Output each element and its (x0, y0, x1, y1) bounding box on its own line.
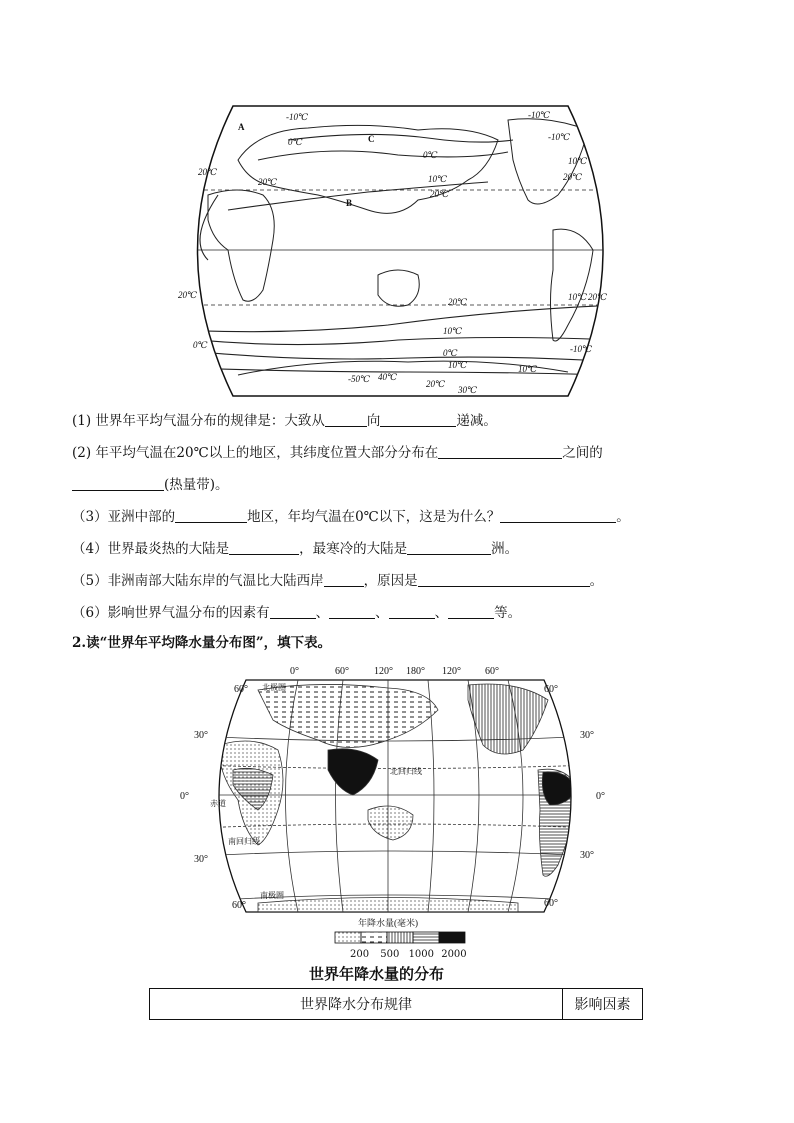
lon-label: 0° (290, 666, 299, 677)
isotherm-label: 20℃ (178, 290, 198, 300)
isotherm-label: -10℃ (570, 344, 593, 354)
lat-label: 60° (544, 898, 558, 909)
isotherm-label: 10℃ (443, 326, 463, 336)
answer-blank[interactable] (270, 604, 316, 619)
map-caption: 世界年降水量的分布 (309, 965, 445, 983)
lon-label: 60° (485, 666, 499, 677)
table-header-factors: 影响因素 (574, 997, 631, 1013)
question-3: （3）亚洲中部的 地区，年均气温在0℃以下，这是为什么？ 。 (72, 509, 630, 525)
isotherm-label: 10℃ (518, 364, 538, 374)
answer-blank[interactable] (407, 540, 491, 555)
isotherm-label: 10℃ (568, 292, 588, 302)
map-frame (198, 106, 604, 396)
lat-label: 60° (544, 684, 558, 695)
isotherm-label: 30℃ (458, 385, 478, 395)
answer-blank[interactable] (329, 604, 375, 619)
answer-blank[interactable] (389, 604, 435, 619)
answer-blank[interactable] (229, 540, 299, 555)
precipitation-map (178, 660, 612, 950)
equator-label: 赤道 (210, 799, 226, 808)
answer-blank[interactable] (175, 508, 247, 523)
point-label-c: C (368, 134, 375, 144)
answer-blank[interactable] (448, 604, 494, 619)
lon-label: 120° (442, 666, 461, 677)
legend-swatches (335, 932, 465, 943)
isotherm-label: 20℃ (198, 167, 218, 177)
point-label-b: B (346, 198, 353, 208)
isotherm-label: 20℃ (258, 177, 278, 187)
question-6: （6）影响世界气温分布的因素有 、 、 、 等。 (72, 605, 522, 621)
isotherm-label: 40℃ (378, 372, 398, 382)
question-5: （5）非洲南部大陆东岸的气温比大陆西岸 ，原因是 。 (72, 573, 604, 589)
isotherm-label: 0℃ (193, 340, 208, 350)
lat-label: 30° (580, 730, 594, 741)
answer-blank[interactable] (418, 572, 590, 587)
isotherm-label: 20℃ (588, 292, 608, 302)
isotherm-label: 20℃ (448, 297, 468, 307)
tropic-south-label: 南回归线 (228, 837, 260, 846)
answer-blank[interactable] (325, 412, 367, 427)
lat-label: 30° (194, 854, 208, 865)
answer-blank[interactable] (438, 444, 562, 459)
legend-title: 年降水量(毫米) (358, 918, 418, 928)
answer-blank[interactable] (500, 508, 616, 523)
lon-label: 180° (406, 666, 425, 677)
isotherm-label: 20℃ (430, 189, 450, 199)
lon-label: 60° (335, 666, 349, 677)
question-1: (1) 世界年平均气温分布的规律是：大致从 向 递减。 (72, 413, 497, 429)
lat-label: 60° (234, 684, 248, 695)
section-2-title: 2.读“世界年平均降水量分布图”，填下表。 (72, 635, 332, 651)
answer-blank[interactable] (324, 572, 364, 587)
point-label-a: A (238, 122, 245, 132)
isotherm-label: 10℃ (428, 174, 448, 184)
answer-table (149, 988, 643, 1020)
isotherm-label: 20℃ (426, 379, 446, 389)
lat-label: 30° (580, 850, 594, 861)
answer-blank[interactable] (72, 476, 164, 491)
isotherm-label: 10℃ (568, 156, 588, 166)
temperature-map (168, 100, 632, 400)
question-2-cont: (热量带)。 (72, 476, 229, 494)
isotherm-label: -50℃ (348, 374, 371, 384)
isotherm-label: 0℃ (443, 348, 458, 358)
isotherm-label: 0℃ (423, 150, 438, 160)
lat-label: 0° (596, 791, 605, 802)
isotherm-label: -10℃ (548, 132, 571, 142)
lat-label: 30° (194, 730, 208, 741)
isotherm-label: -10℃ (528, 110, 551, 120)
question-2: (2) 年平均气温在20℃以上的地区，其纬度位置大部分分布在 之间的 (72, 445, 603, 461)
answer-blank[interactable] (380, 412, 456, 427)
lat-label: 60° (232, 900, 246, 911)
legend-values: 200 500 1000 2000 (350, 949, 467, 960)
antarctic-circle-label: 南极圈 (260, 891, 284, 900)
tropic-north-label: 北回归线 (390, 767, 422, 776)
isotherm-label: -10℃ (286, 112, 309, 122)
question-4: （4）世界最炎热的大陆是 ，最寒冷的大陆是 洲。 (72, 541, 519, 557)
isotherm-label: 20℃ (563, 172, 583, 182)
lon-label: 120° (374, 666, 393, 677)
isotherm-label: 0℃ (288, 137, 303, 147)
arctic-circle-label: 北极圈 (262, 683, 286, 692)
isotherm-label: 10℃ (448, 360, 468, 370)
table-header-pattern: 世界降水分布规律 (150, 989, 563, 1019)
lat-label: 0° (180, 791, 189, 802)
